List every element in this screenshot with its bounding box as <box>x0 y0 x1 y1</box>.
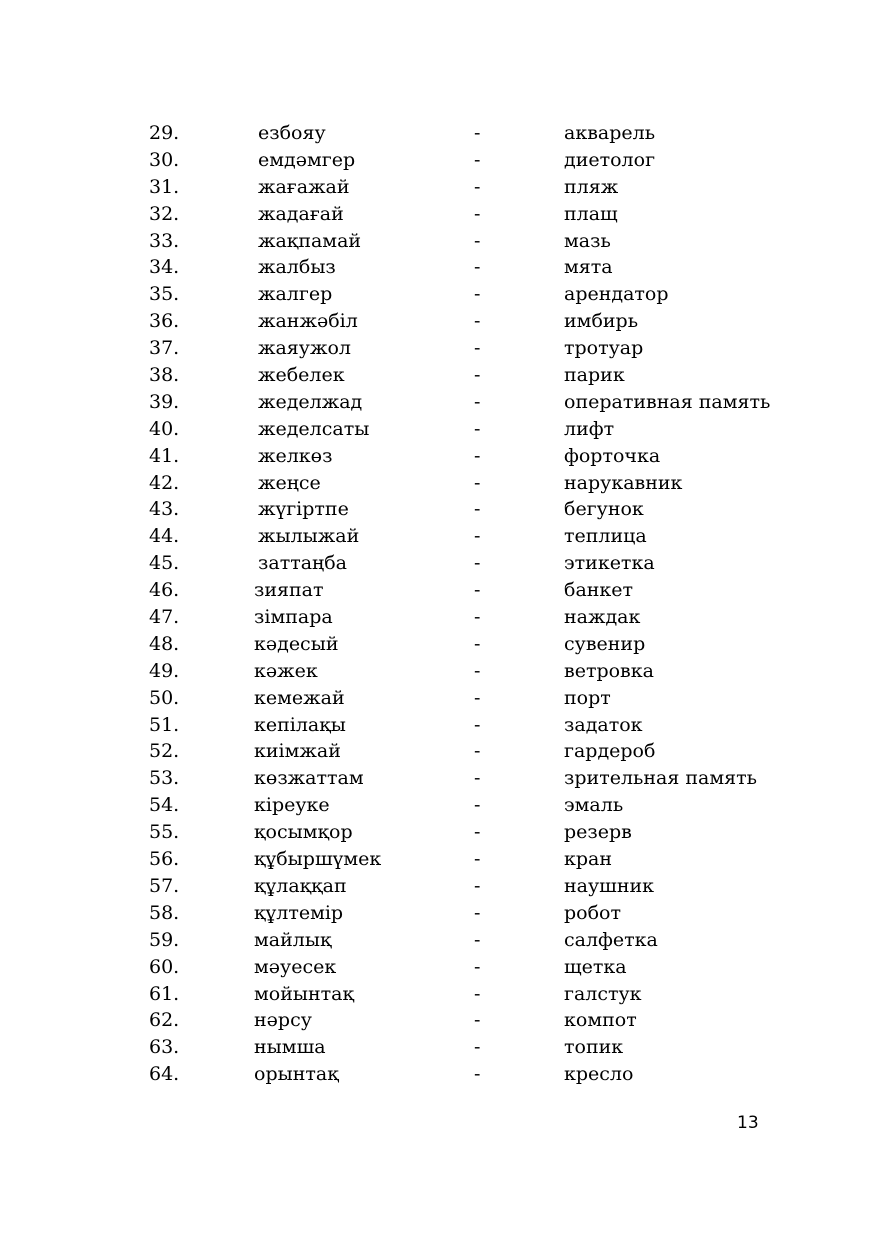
entry-number: 45. <box>149 552 180 575</box>
glossary-entry <box>0 443 875 470</box>
kazakh-term: кәжек <box>254 659 318 682</box>
entry-dash: - <box>474 337 481 360</box>
russian-term: парик <box>564 364 625 387</box>
entry-dash: - <box>474 713 481 736</box>
glossary-entry <box>0 201 875 228</box>
kazakh-term: жалбыз <box>258 256 336 279</box>
russian-term: пляж <box>564 175 619 198</box>
russian-term: лифт <box>564 417 615 440</box>
kazakh-term: көзжаттам <box>254 767 364 790</box>
entry-dash: - <box>474 444 481 467</box>
entry-number: 39. <box>149 390 180 413</box>
russian-term: зрительная память <box>564 767 757 790</box>
kazakh-term: құбыршүмек <box>254 848 382 871</box>
entry-number: 31. <box>149 175 180 198</box>
glossary-entry <box>0 1061 875 1088</box>
entry-number: 43. <box>149 498 180 521</box>
entry-dash: - <box>474 686 481 709</box>
kazakh-term: жағажай <box>258 175 350 198</box>
kazakh-term: желкөз <box>258 444 333 467</box>
glossary-entry <box>0 362 875 389</box>
russian-term: тротуар <box>564 337 644 360</box>
russian-term: наждак <box>564 606 641 629</box>
entry-dash: - <box>474 740 481 763</box>
kazakh-term: заттаңба <box>258 552 347 575</box>
kazakh-term: жеделсаты <box>258 417 370 440</box>
glossary-entry <box>0 604 875 631</box>
glossary-entry <box>0 228 875 255</box>
russian-term: эмаль <box>564 794 624 817</box>
kazakh-term: кәдесый <box>254 632 339 655</box>
entry-number: 29. <box>149 122 180 144</box>
glossary-entry <box>0 765 875 792</box>
russian-term: робот <box>564 901 621 924</box>
entry-dash: - <box>474 1009 481 1032</box>
russian-term: задаток <box>564 713 643 736</box>
kazakh-term: жаяужол <box>258 337 351 360</box>
entry-dash: - <box>474 928 481 951</box>
entry-number: 59. <box>149 928 180 951</box>
entry-dash: - <box>474 498 481 521</box>
russian-term: галстук <box>564 982 642 1005</box>
glossary-entry <box>0 470 875 497</box>
glossary-entry <box>0 335 875 362</box>
entry-number: 40. <box>149 417 180 440</box>
entry-number: 35. <box>149 283 180 306</box>
entry-dash: - <box>474 525 481 548</box>
entry-number: 50. <box>149 686 180 709</box>
entry-number: 48. <box>149 632 180 655</box>
russian-term: щетка <box>564 955 627 978</box>
russian-term: наушник <box>564 874 655 897</box>
russian-term: теплица <box>564 525 647 548</box>
glossary-entry <box>0 550 875 577</box>
entry-number: 47. <box>149 606 180 629</box>
kazakh-term: қосымқор <box>254 821 353 844</box>
entry-dash: - <box>474 471 481 494</box>
glossary-entry <box>0 685 875 712</box>
entry-number: 42. <box>149 471 180 494</box>
entry-number: 62. <box>149 1009 180 1032</box>
russian-term: нарукавник <box>564 471 683 494</box>
page-number: 13 <box>737 1113 759 1133</box>
entry-dash: - <box>474 821 481 844</box>
entry-number: 30. <box>149 148 180 171</box>
russian-term: этикетка <box>564 552 655 575</box>
entry-dash: - <box>474 417 481 440</box>
kazakh-term: кемежай <box>254 686 345 709</box>
glossary-entry <box>0 846 875 873</box>
glossary-entry <box>0 147 875 174</box>
glossary-entry <box>0 873 875 900</box>
kazakh-term: езбояу <box>258 122 326 144</box>
entry-number: 53. <box>149 767 180 790</box>
glossary-entry <box>0 1034 875 1061</box>
glossary-entry <box>0 738 875 765</box>
entry-dash: - <box>474 579 481 602</box>
kazakh-term: жадағай <box>258 202 344 225</box>
entry-dash: - <box>474 767 481 790</box>
russian-term: мазь <box>564 229 611 252</box>
kazakh-term: жалгер <box>258 283 333 306</box>
entry-number: 33. <box>149 229 180 252</box>
entry-dash: - <box>474 148 481 171</box>
entry-number: 57. <box>149 874 180 897</box>
kazakh-term: емдәмгер <box>258 148 356 171</box>
glossary-entry <box>0 281 875 308</box>
entry-dash: - <box>474 794 481 817</box>
glossary-entry <box>0 954 875 981</box>
entry-number: 56. <box>149 848 180 871</box>
entry-dash: - <box>474 632 481 655</box>
kazakh-term: кіреуке <box>254 794 330 817</box>
russian-term: салфетка <box>564 928 658 951</box>
entry-dash: - <box>474 1063 481 1086</box>
kazakh-term: орынтақ <box>254 1063 339 1086</box>
entry-dash: - <box>474 122 481 144</box>
kazakh-term: жылыжай <box>258 525 360 548</box>
kazakh-term: жеңсе <box>258 471 321 494</box>
glossary-entry <box>0 631 875 658</box>
russian-term: арендатор <box>564 283 669 306</box>
kazakh-term: нәрсу <box>254 1009 312 1032</box>
russian-term: компот <box>564 1009 637 1032</box>
russian-term: оперативная память <box>564 390 771 413</box>
entry-dash: - <box>474 955 481 978</box>
russian-term: форточка <box>564 444 661 467</box>
russian-term: диетолог <box>564 148 656 171</box>
glossary-entry <box>0 792 875 819</box>
russian-term: ветровка <box>564 659 654 682</box>
kazakh-term: жүгіртпе <box>258 498 349 521</box>
glossary-entry <box>0 174 875 201</box>
kazakh-term: құлтемір <box>254 901 344 924</box>
entry-number: 60. <box>149 955 180 978</box>
glossary-entry <box>0 496 875 523</box>
entry-number: 36. <box>149 310 180 333</box>
kazakh-term: жақпамай <box>258 229 362 252</box>
entry-number: 61. <box>149 982 180 1005</box>
glossary-entry <box>0 927 875 954</box>
glossary-entry <box>0 981 875 1008</box>
entry-dash: - <box>474 874 481 897</box>
kazakh-term: жебелек <box>258 364 345 387</box>
glossary-entry <box>0 120 875 147</box>
russian-term: резерв <box>564 821 632 844</box>
entry-dash: - <box>474 283 481 306</box>
glossary-entry <box>0 712 875 739</box>
entry-dash: - <box>474 552 481 575</box>
russian-term: кресло <box>564 1063 634 1086</box>
entry-dash: - <box>474 848 481 871</box>
glossary-entry <box>0 523 875 550</box>
kazakh-term: мәуесек <box>254 955 337 978</box>
entry-dash: - <box>474 310 481 333</box>
entry-dash: - <box>474 901 481 924</box>
entry-dash: - <box>474 364 481 387</box>
glossary-entry <box>0 577 875 604</box>
entry-number: 32. <box>149 202 180 225</box>
entry-dash: - <box>474 982 481 1005</box>
russian-term: бегунок <box>564 498 644 521</box>
entry-number: 49. <box>149 659 180 682</box>
entry-dash: - <box>474 390 481 413</box>
kazakh-term: кепілақы <box>254 713 346 736</box>
russian-term: порт <box>564 686 611 709</box>
kazakh-term: жанжәбіл <box>258 310 358 333</box>
russian-term: плащ <box>564 202 618 225</box>
kazakh-term: құлаққап <box>254 874 347 897</box>
russian-term: кран <box>564 848 613 871</box>
glossary-entry <box>0 389 875 416</box>
glossary-entry <box>0 308 875 335</box>
entry-number: 34. <box>149 256 180 279</box>
glossary-entry <box>0 900 875 927</box>
russian-term: банкет <box>564 579 634 602</box>
entry-number: 46. <box>149 579 180 602</box>
kazakh-term: мойынтақ <box>254 982 355 1005</box>
entry-number: 37. <box>149 337 180 360</box>
russian-term: топик <box>564 1036 624 1059</box>
glossary-entry <box>0 254 875 281</box>
entry-number: 55. <box>149 821 180 844</box>
glossary-entry <box>0 819 875 846</box>
entry-dash: - <box>474 256 481 279</box>
entry-number: 58. <box>149 901 180 924</box>
glossary-entry <box>0 416 875 443</box>
entry-dash: - <box>474 659 481 682</box>
entry-dash: - <box>474 606 481 629</box>
entry-number: 51. <box>149 713 180 736</box>
kazakh-term: жеделжад <box>258 390 363 413</box>
entry-number: 54. <box>149 794 180 817</box>
entry-dash: - <box>474 229 481 252</box>
russian-term: акварель <box>564 122 656 144</box>
kazakh-term: нымша <box>254 1036 326 1059</box>
kazakh-term: зияпат <box>254 579 324 602</box>
kazakh-term: зімпара <box>254 606 333 629</box>
kazakh-term: майлық <box>254 928 332 951</box>
entry-dash: - <box>474 1036 481 1059</box>
entry-number: 64. <box>149 1063 180 1086</box>
glossary-entry <box>0 658 875 685</box>
russian-term: мята <box>564 256 613 279</box>
kazakh-term: киімжай <box>254 740 341 763</box>
entry-number: 41. <box>149 444 180 467</box>
entry-number: 63. <box>149 1036 180 1059</box>
glossary-entry <box>0 1007 875 1034</box>
entry-number: 44. <box>149 525 180 548</box>
russian-term: гардероб <box>564 740 656 763</box>
russian-term: имбирь <box>564 310 639 333</box>
entry-dash: - <box>474 202 481 225</box>
russian-term: сувенир <box>564 632 646 655</box>
glossary-list <box>0 120 875 1088</box>
entry-number: 52. <box>149 740 180 763</box>
entry-dash: - <box>474 175 481 198</box>
entry-number: 38. <box>149 364 180 387</box>
